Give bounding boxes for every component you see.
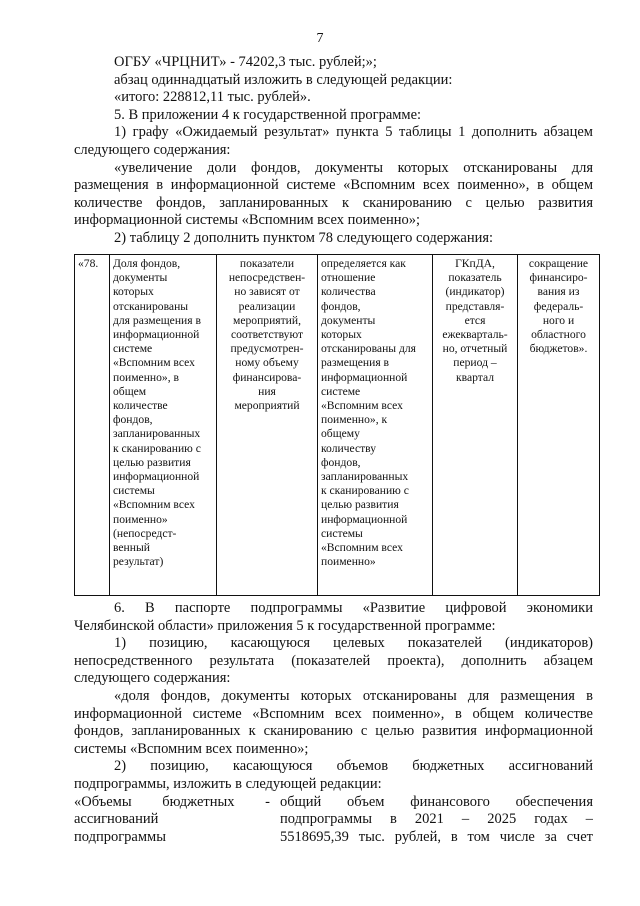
indicator-table-row-78 [74,254,600,596]
text-line: 6. В паспорте подпрограммы «Развитие цифровой экономики [114,600,593,616]
intro-block [74,54,593,248]
after-table-block [74,600,593,846]
text-line: 1) графу «Ожидаемый результат» пункта 5 таблицы 1 дополнить абзацем [114,124,593,141]
text-line: 1) позицию, касающуюся целевых показателей (индикаторов) [114,635,593,652]
text-line: «итого: 228812,11 тыс. рублей». [114,89,311,106]
text-line: непосредственного результата (показателей проекта), дополнить абзацем [74,652,593,669]
text-line: следующего содержания: [74,670,231,687]
text-line: «доля фондов, документы которых отсканированы для размещения в [114,687,593,704]
text-line: количестве фондов, запланированных к сканированию с целью развития [74,194,593,211]
text-line: «увеличение доли фондов, документы которых отсканированы для [114,159,593,176]
text-line: подпрограммы, изложить в следующей редакции: [74,775,382,792]
cell-effect: сокращение финансиро- вания из федераль- ного и областного бюджетов». [518,255,600,596]
text-line: 5. В приложении 4 к государственной программе: [114,106,422,123]
text-line: следующего содержания: [74,141,231,158]
text-line: информационной системы «Вспомним всех поименно»; [74,212,421,229]
page-number: 7 [316,31,324,46]
text-line: 2) таблицу 2 дополнить пунктом 78 следующего содержания: [114,229,494,246]
budget-volumes-value: общий объем финансового обеспечения подпрограммы в 2021 – 2025 годах – 5518695,39 тыс. рублей, в том числе за счет [280,793,593,845]
text-line: системы «Вспомним всех поименно»; [74,740,309,757]
text-line: ОГБУ «ЧРЦНИТ» - 74202,3 тыс. рублей;»; [114,54,377,70]
text-line: размещения в информационной системе «Вспомним всех поименно», в общем [74,177,593,194]
cell-number: «78. [75,255,110,596]
text-line: информационной системе «Вспомним всех поименно», в общем количестве [74,705,593,722]
text-line: абзац одиннадцатый изложить в следующей редакции: [114,71,453,88]
text-line: фондов, запланированных к сканированию с целью развития информационной [74,723,593,740]
cell-definition: определяется как отношение количества фондов, документы которых отсканированы для размещения в информационной системе «Вспомним всех поименно», к общему количеству фондов, запланированных к сканированию с целью развития информационной системы «Вспомним всех поименно» [318,255,433,596]
cell-indicator-name: Доля фондов, документы которых отсканированы для размещения в информационной системе «Вспомним всех поименно», в общем количестве фондов, запланированных к сканированию с целью развития информационной системы «Вспомним всех поименно» (непосредст- венный результат) [110,255,217,596]
cell-note: показатели непосредствен- но зависят от реализации мероприятий, соответствуют предусмотрен- ному объему финансирова- ния мероприятий [217,255,318,596]
budget-volumes-row [74,794,593,847]
table-row [75,255,600,596]
cell-info-system: ГКпДА, показатель (индикатор) представля- ется ежекварталь- но, отчетный период – квартал [433,255,518,596]
text-line: 2) позицию, касающуюся объемов бюджетных ассигнований [114,758,593,775]
text-line: Челябинской области» приложения 5 к государственной программе: [74,617,496,634]
budget-volumes-label: «Объемы бюджетных - ассигнований подпрограммы [74,793,270,845]
